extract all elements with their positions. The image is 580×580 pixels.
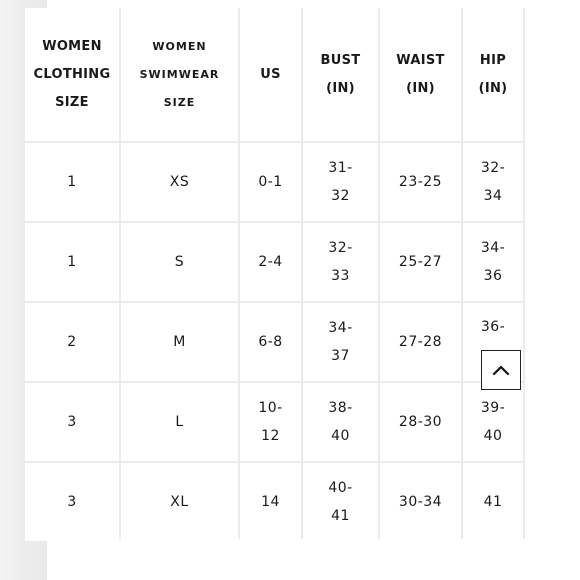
table-cell-clothing-size: 1: [25, 143, 119, 221]
table-cell-bust: 31- 32: [303, 143, 378, 221]
size-chart-container: [33, 0, 533, 580]
table-cell-waist: 27-28: [380, 303, 461, 381]
table-cell-waist: 28-30: [380, 383, 461, 461]
table-cell-clothing-size: 2: [25, 303, 119, 381]
table-cell-swimwear-size: L: [121, 383, 238, 461]
table-cell-hip: 39- 40: [463, 383, 523, 461]
table-cell-us: 2-4: [240, 223, 301, 301]
header-us: US: [240, 8, 301, 141]
table-cell-waist: 25-27: [380, 223, 461, 301]
table-cell-us: 14: [240, 463, 301, 541]
header-bust: BUST (IN): [303, 8, 378, 141]
header-women-swimwear-size: WOMEN SWIMWEAR SIZE: [121, 8, 238, 141]
table-cell-us: 0-1: [240, 143, 301, 221]
table-cell-clothing-size: 3: [25, 383, 119, 461]
table-cell-swimwear-size: M: [121, 303, 238, 381]
table-cell-clothing-size: 1: [25, 223, 119, 301]
table-cell-hip: 36-: [463, 303, 523, 381]
page-bottom-space: [47, 539, 533, 580]
table-cell-bust: 34- 37: [303, 303, 378, 381]
table-cell-swimwear-size: XS: [121, 143, 238, 221]
table-cell-hip: 32- 34: [463, 143, 523, 221]
size-chart-table: [25, 8, 525, 543]
table-cell-us: 10- 12: [240, 383, 301, 461]
table-cell-swimwear-size: XL: [121, 463, 238, 541]
scroll-to-top-button[interactable]: [481, 350, 521, 390]
table-cell-bust: 32- 33: [303, 223, 378, 301]
table-cell-waist: 30-34: [380, 463, 461, 541]
header-hip: HIP (IN): [463, 8, 523, 141]
table-cell-waist: 23-25: [380, 143, 461, 221]
table-cell-hip: 41: [463, 463, 523, 541]
table-cell-us: 6-8: [240, 303, 301, 381]
table-cell-hip: 34- 36: [463, 223, 523, 301]
chevron-up-icon: [492, 364, 510, 376]
table-cell-bust: 40- 41: [303, 463, 378, 541]
header-waist: WAIST (IN): [380, 8, 461, 141]
table-cell-bust: 38- 40: [303, 383, 378, 461]
table-cell-swimwear-size: S: [121, 223, 238, 301]
header-women-clothing-size: WOMEN CLOTHING SIZE: [25, 8, 119, 141]
table-cell-clothing-size: 3: [25, 463, 119, 541]
